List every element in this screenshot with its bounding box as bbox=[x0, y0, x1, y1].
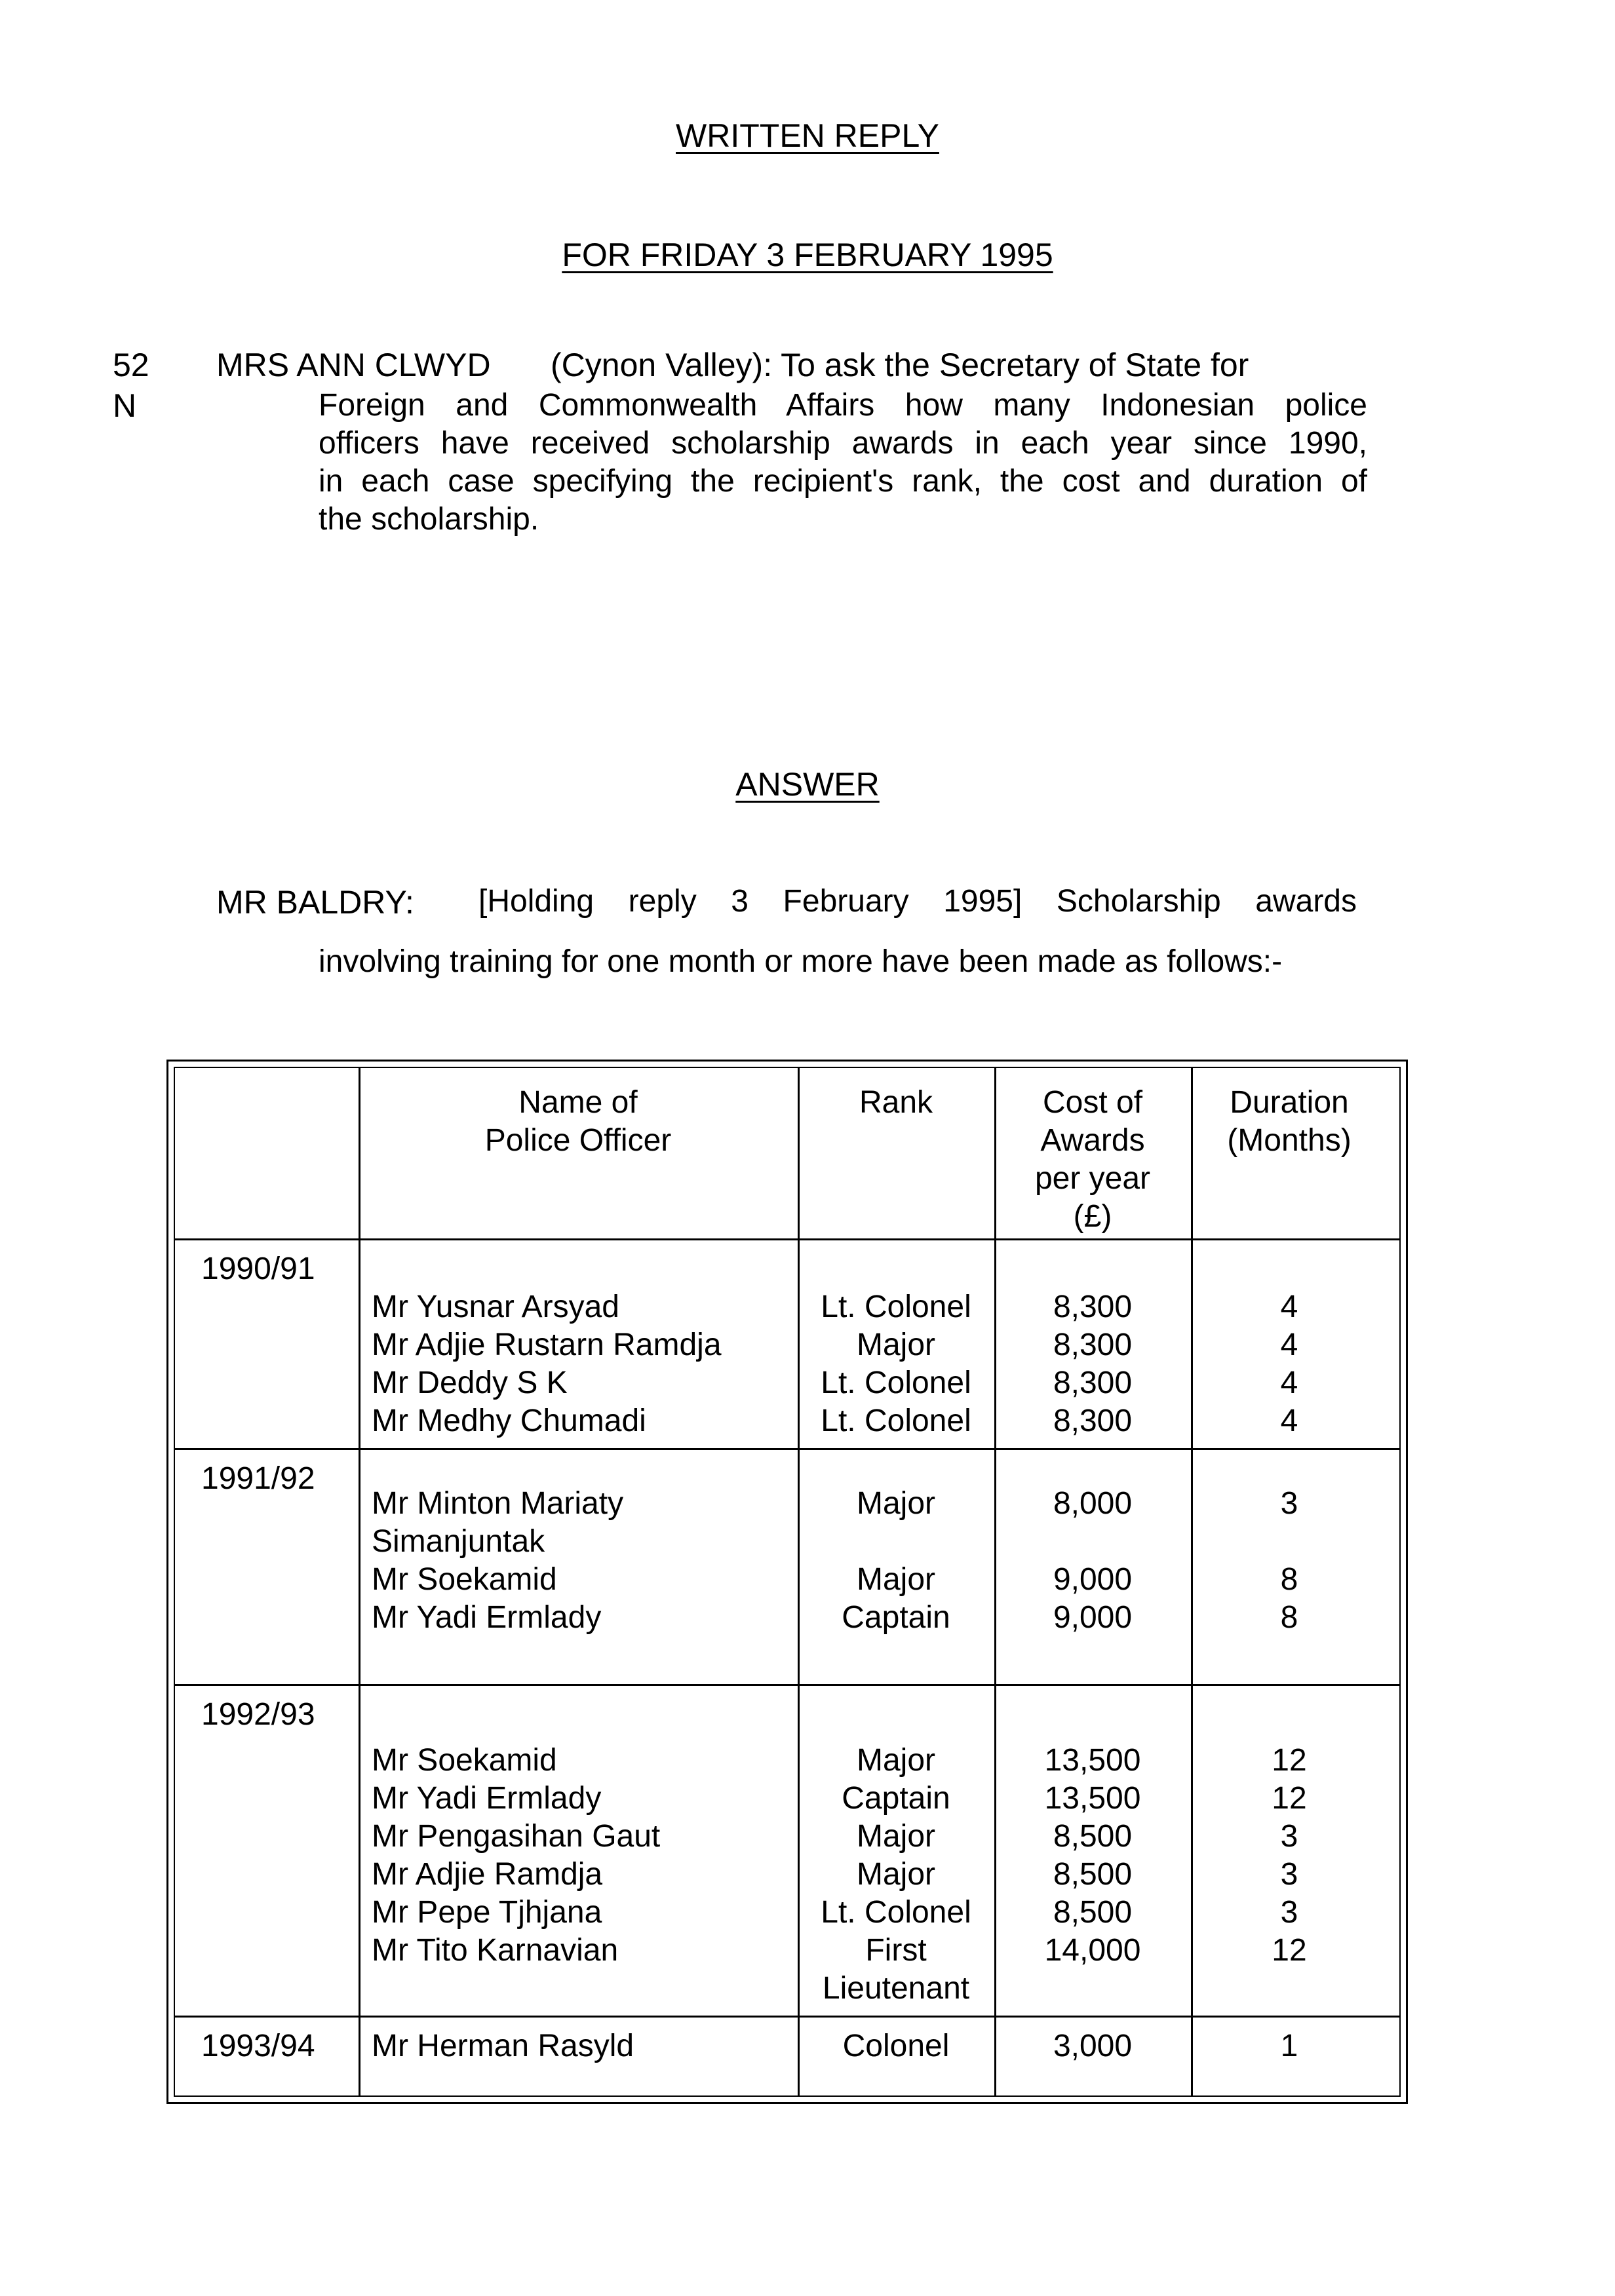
officer-rank bbox=[798, 2027, 994, 2065]
officer-name bbox=[372, 1561, 557, 1599]
header-duration-line: (Months) bbox=[1227, 1123, 1352, 1158]
award-cost: 8,000 bbox=[1053, 1486, 1133, 1521]
award-cost: 9,000 bbox=[1053, 1600, 1133, 1635]
scholarship-table-inner bbox=[174, 1067, 1401, 2097]
officer-rank-line: Lt. Colonel bbox=[821, 1290, 971, 1324]
officer-rank-line: Major bbox=[856, 1486, 936, 1521]
officer-rank-line: Lt. Colonel bbox=[821, 1366, 971, 1400]
table-group-divider bbox=[175, 2016, 1399, 2018]
officer-name bbox=[372, 1402, 646, 1440]
award-duration: 8 bbox=[1280, 1600, 1298, 1635]
question-code: N bbox=[113, 387, 137, 424]
header-cost bbox=[994, 1084, 1191, 1236]
award-duration: 1 bbox=[1280, 2029, 1298, 2063]
officer-rank bbox=[798, 1485, 994, 1523]
award-duration: 4 bbox=[1280, 1290, 1298, 1324]
question-text bbox=[319, 387, 1367, 539]
officer-rank-line: Major bbox=[856, 1819, 936, 1854]
officer-name bbox=[372, 1856, 602, 1894]
question-first-line: (Cynon Valley): To ask the Secretary of State for bbox=[551, 347, 1249, 383]
answer-line-1: [Holding reply 3 February 1995] Scholarship awards bbox=[478, 884, 1357, 919]
award-cost: 9,000 bbox=[1053, 1562, 1133, 1597]
award-duration: 12 bbox=[1272, 1743, 1307, 1778]
officer-rank-line: Colonel bbox=[842, 2029, 950, 2063]
officer-name-line: Mr Minton Mariaty bbox=[372, 1486, 624, 1521]
header-rank bbox=[798, 1084, 994, 1122]
officer-name-line: Mr Pepe Tjhjana bbox=[372, 1895, 602, 1930]
question-line: in each case specifying the recipient's rank, the cost and duration of bbox=[319, 464, 1367, 499]
officer-rank-line: Lieutenant bbox=[822, 1971, 970, 2006]
header-rank-line: Rank bbox=[859, 1085, 933, 1120]
officer-name bbox=[372, 1780, 601, 1818]
question-line: Foreign and Commonwealth Affairs how many Indonesian police bbox=[319, 388, 1367, 423]
award-duration: 3 bbox=[1280, 1895, 1298, 1930]
header-cost-line: per year bbox=[1034, 1161, 1151, 1196]
officer-name bbox=[372, 1742, 557, 1780]
header-duration bbox=[1191, 1084, 1388, 1160]
officer-name-line: Mr Yadi Ermlady bbox=[372, 1781, 602, 1816]
officer-rank bbox=[798, 1599, 994, 1637]
table-group-divider bbox=[175, 1684, 1399, 1686]
officer-rank-line: Major bbox=[856, 1857, 936, 1892]
officer-name-line: Mr Herman Rasyld bbox=[372, 2029, 634, 2063]
table-group-divider bbox=[175, 1448, 1399, 1450]
header-cost-line: Cost of bbox=[1042, 1085, 1143, 1120]
header-name-line: Police Officer bbox=[484, 1123, 672, 1158]
award-cost: 3,000 bbox=[1053, 2029, 1133, 2063]
officer-rank bbox=[798, 1856, 994, 1894]
award-cost: 8,300 bbox=[1053, 1290, 1133, 1324]
officer-rank bbox=[798, 1894, 994, 1932]
officer-name-line: Mr Tito Karnavian bbox=[372, 1933, 619, 1968]
officer-rank-line: First bbox=[865, 1933, 927, 1968]
officer-name bbox=[372, 1932, 618, 1970]
officer-name-line: Mr Deddy S K bbox=[372, 1366, 568, 1400]
year-label: 1992/93 bbox=[201, 1697, 315, 1732]
document-title: WRITTEN REPLY bbox=[676, 117, 939, 154]
officer-rank bbox=[798, 1288, 994, 1326]
award-duration: 12 bbox=[1272, 1781, 1307, 1816]
award-cost: 8,500 bbox=[1053, 1857, 1133, 1892]
award-duration: 8 bbox=[1280, 1562, 1298, 1597]
officer-rank bbox=[798, 1326, 994, 1364]
officer-rank bbox=[798, 1780, 994, 1818]
officer-name-line: Mr Adjie Rustarn Ramdja bbox=[372, 1328, 722, 1362]
officer-rank bbox=[798, 1364, 994, 1402]
award-cost: 8,500 bbox=[1053, 1895, 1133, 1930]
award-cost: 13,500 bbox=[1044, 1743, 1141, 1778]
award-cost: 14,000 bbox=[1044, 1933, 1141, 1968]
officer-name bbox=[372, 1485, 623, 1561]
scholarship-table bbox=[166, 1060, 1408, 2104]
officer-name-line: Mr Adjie Ramdja bbox=[372, 1857, 603, 1892]
officer-name bbox=[372, 2027, 634, 2065]
officer-name bbox=[372, 1818, 660, 1856]
award-cost: 8,300 bbox=[1053, 1366, 1133, 1400]
header-name bbox=[359, 1084, 798, 1160]
officer-name bbox=[372, 1326, 722, 1364]
officer-rank-line: Lt. Colonel bbox=[821, 1895, 971, 1930]
officer-name-line: Mr Yusnar Arsyad bbox=[372, 1290, 619, 1324]
member-name: MRS ANN CLWYD bbox=[216, 347, 491, 383]
table-column-divider bbox=[359, 1068, 360, 2095]
award-duration: 4 bbox=[1280, 1328, 1298, 1362]
award-duration: 3 bbox=[1280, 1819, 1298, 1854]
officer-rank bbox=[798, 1561, 994, 1599]
award-duration: 4 bbox=[1280, 1404, 1298, 1438]
award-duration: 3 bbox=[1280, 1486, 1298, 1521]
year-label: 1991/92 bbox=[201, 1461, 315, 1496]
award-duration: 12 bbox=[1272, 1933, 1307, 1968]
answer-line-2: involving training for one month or more have been made as follows:- bbox=[319, 944, 1283, 979]
officer-name-line: Simanjuntak bbox=[372, 1524, 545, 1559]
reply-date: FOR FRIDAY 3 FEBRUARY 1995 bbox=[562, 237, 1053, 273]
header-cost-line: (£) bbox=[1073, 1199, 1112, 1234]
award-cost: 8,300 bbox=[1053, 1404, 1133, 1438]
answer-speaker: MR BALDRY: bbox=[216, 884, 414, 921]
officer-name bbox=[372, 1364, 568, 1402]
officer-rank-line: Major bbox=[856, 1743, 936, 1778]
header-cost-line: Awards bbox=[1040, 1123, 1145, 1158]
officer-name bbox=[372, 1894, 602, 1932]
award-duration: 4 bbox=[1280, 1366, 1298, 1400]
award-cost: 13,500 bbox=[1044, 1781, 1141, 1816]
officer-name-line: Mr Yadi Ermlady bbox=[372, 1600, 602, 1635]
year-label: 1990/91 bbox=[201, 1252, 315, 1286]
question-number: 52 bbox=[113, 347, 149, 383]
table-header-divider bbox=[175, 1238, 1399, 1240]
officer-rank-line: Major bbox=[856, 1562, 936, 1597]
officer-rank bbox=[798, 1932, 994, 2008]
officer-rank-line: Major bbox=[856, 1328, 936, 1362]
officer-rank-line: Captain bbox=[842, 1781, 950, 1816]
officer-name-line: Mr Medhy Chumadi bbox=[372, 1404, 646, 1438]
officer-name-line: Mr Pengasihan Gaut bbox=[372, 1819, 661, 1854]
officer-name bbox=[372, 1599, 601, 1637]
question-line: officers have received scholarship awards in each year since 1990, bbox=[319, 426, 1367, 461]
header-duration-line: Duration bbox=[1230, 1085, 1349, 1120]
award-duration: 3 bbox=[1280, 1857, 1298, 1892]
answer-heading: ANSWER bbox=[735, 766, 880, 803]
officer-rank-line: Lt. Colonel bbox=[821, 1404, 971, 1438]
header-name-line: Name of bbox=[518, 1085, 638, 1120]
officer-rank bbox=[798, 1742, 994, 1780]
award-cost: 8,300 bbox=[1053, 1328, 1133, 1362]
award-cost: 8,500 bbox=[1053, 1819, 1133, 1854]
question-line: the scholarship. bbox=[319, 502, 539, 537]
officer-rank bbox=[798, 1402, 994, 1440]
officer-name bbox=[372, 1288, 619, 1326]
year-label: 1993/94 bbox=[201, 2029, 315, 2063]
officer-rank-line: Captain bbox=[842, 1600, 950, 1635]
officer-name-line: Mr Soekamid bbox=[372, 1743, 557, 1778]
officer-rank bbox=[798, 1818, 994, 1856]
officer-name-line: Mr Soekamid bbox=[372, 1562, 557, 1597]
